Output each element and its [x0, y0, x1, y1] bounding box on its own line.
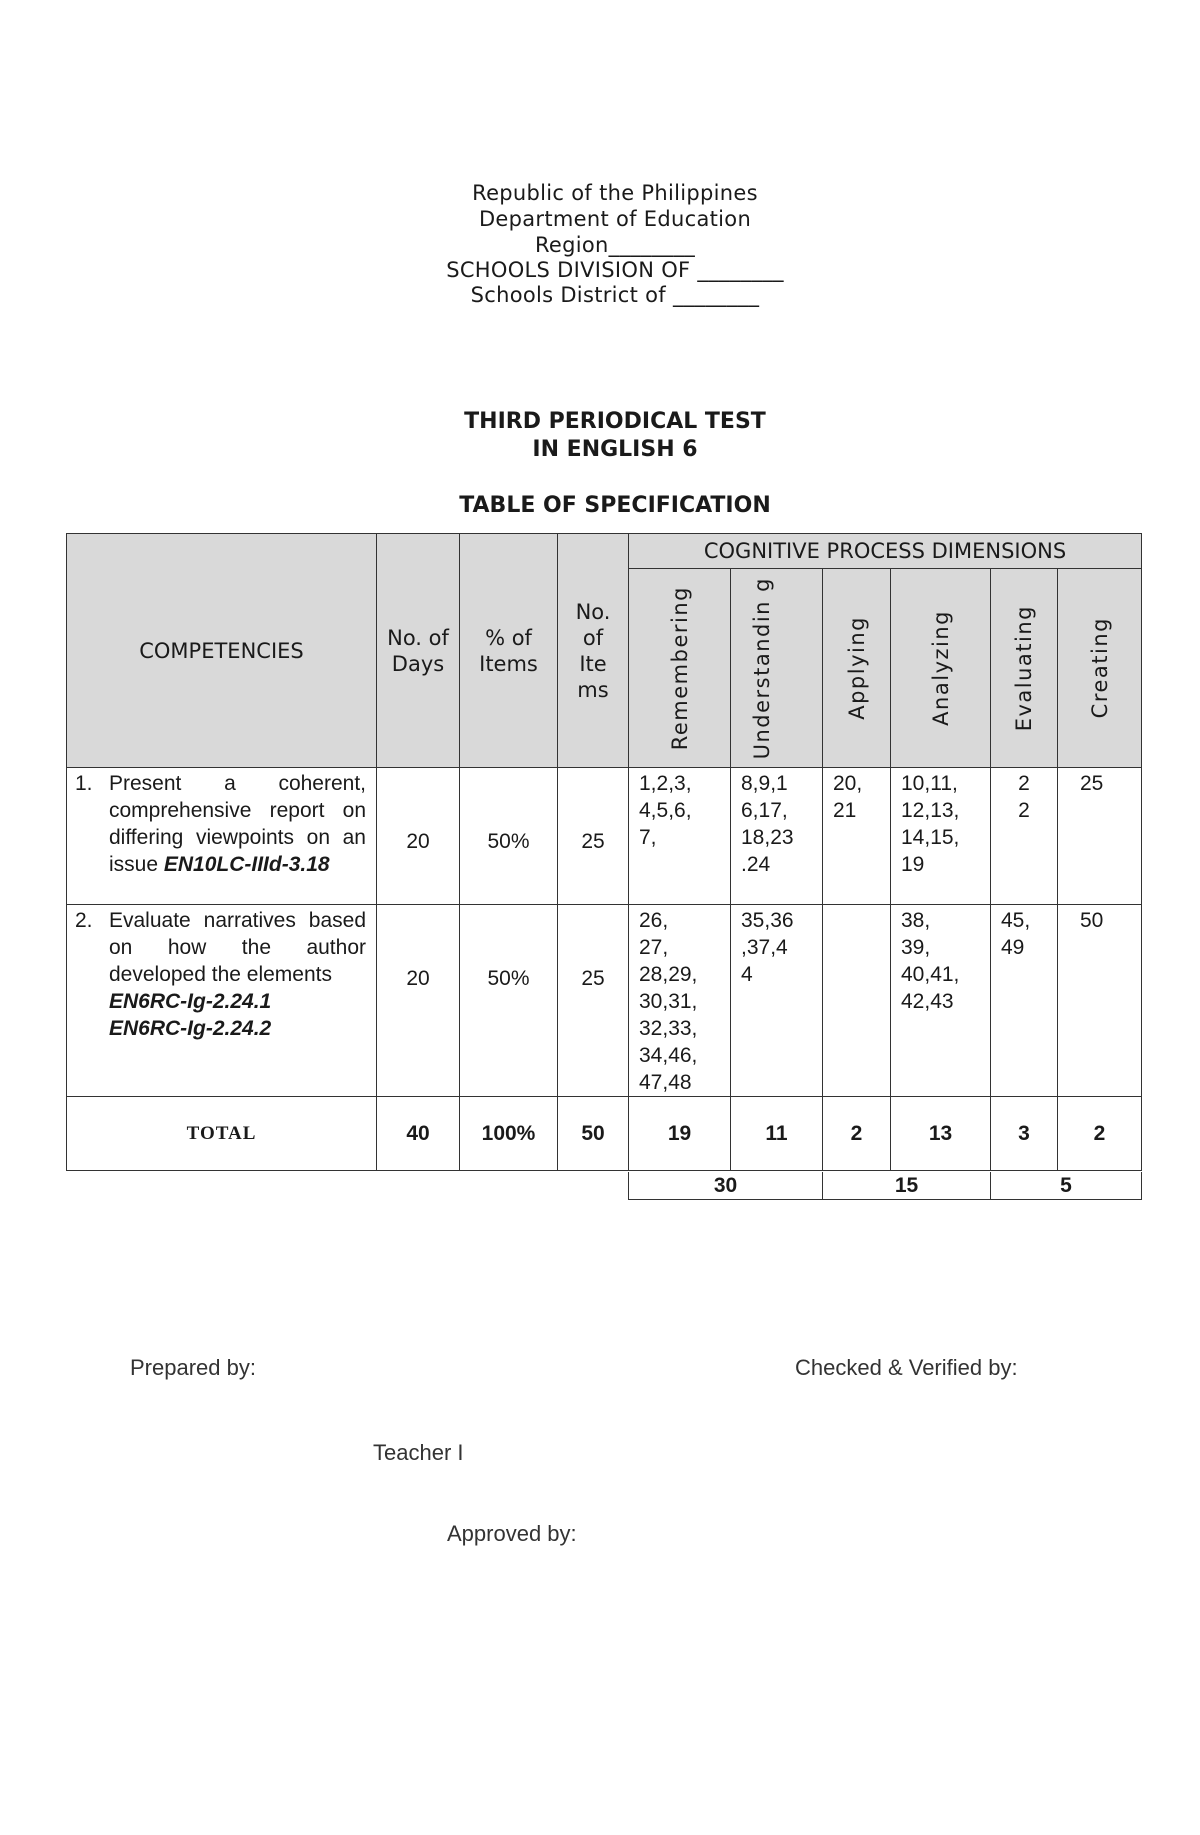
total-days: 40	[377, 1097, 460, 1171]
applying-cell: 20, 21	[823, 768, 891, 905]
total-items: 50	[558, 1097, 629, 1171]
remembering-cell: 26, 27, 28,29, 30,31, 32,33, 34,46, 47,48	[629, 905, 731, 1097]
understanding-cell: 8,9,1 6,17, 18,23 .24	[731, 768, 823, 905]
subtotal-middle-order: 15	[823, 1172, 991, 1200]
header-understanding: Understandin g	[731, 569, 823, 768]
competency-number: 1.	[75, 772, 93, 795]
days-cell: 20	[377, 768, 460, 905]
competency-code-2: EN6RC-Ig-2.24.2	[109, 1017, 272, 1040]
percent-cell: 50%	[460, 905, 558, 1097]
total-percent: 100%	[460, 1097, 558, 1171]
header-evaluating: Evaluating	[991, 569, 1058, 768]
header-analyzing: Analyzing	[891, 569, 991, 768]
evaluating-cell: 2 2	[991, 768, 1058, 905]
subtotal-lower-order: 30	[629, 1172, 823, 1200]
header-region: Region________	[534, 233, 696, 257]
header-department: Department of Education	[478, 207, 752, 231]
teacher-designation: Teacher I	[373, 1440, 464, 1465]
cognitive-subtotals	[628, 1172, 1142, 1200]
creating-cell: 25	[1058, 768, 1142, 905]
header-applying: Applying	[823, 569, 891, 768]
items-cell: 25	[558, 905, 629, 1097]
total-row	[67, 1097, 1142, 1171]
table-row	[67, 768, 1142, 905]
prepared-by-label: Prepared by:	[130, 1355, 256, 1380]
percent-cell: 50%	[460, 768, 558, 905]
items-cell: 25	[558, 768, 629, 905]
understanding-cell: 35,36 ,37,4 4	[731, 905, 823, 1097]
total-remembering: 19	[629, 1097, 731, 1171]
analyzing-cell: 38, 39, 40,41, 42,43	[891, 905, 991, 1097]
competency-number: 2.	[75, 909, 93, 932]
header-percent-of-items: % of Items	[460, 534, 558, 768]
total-creating: 2	[1058, 1097, 1142, 1171]
competency-code: EN6RC-Ig-2.24.1	[109, 990, 272, 1013]
header-creating: Creating	[1058, 569, 1142, 768]
evaluating-cell: 45, 49	[991, 905, 1058, 1097]
checked-verified-label: Checked & Verified by:	[795, 1355, 1018, 1380]
title-subject: IN ENGLISH 6	[532, 437, 698, 462]
competency-code: EN10LC-IIId-3.18	[163, 853, 330, 876]
total-understanding: 11	[731, 1097, 823, 1171]
header-no-of-items: No. of Ite ms	[558, 534, 629, 768]
remembering-cell: 1,2,3, 4,5,6, 7,	[629, 768, 731, 905]
header-division: SCHOOLS DIVISION OF ________	[446, 258, 784, 282]
title-table: TABLE OF SPECIFICATION	[459, 493, 771, 518]
header-no-of-days: No. of Days	[377, 534, 460, 768]
header-republic: Republic of the Philippines	[472, 181, 758, 205]
header-district: Schools District of ________	[470, 283, 760, 307]
total-evaluating: 3	[991, 1097, 1058, 1171]
total-label: TOTAL	[67, 1097, 377, 1171]
approved-by-label: Approved by:	[447, 1521, 577, 1546]
applying-cell	[823, 905, 891, 1097]
competency-text: Present a coherent, comprehensive report on differing viewpoints on an issue EN10LC-IIId-3.18	[109, 772, 366, 876]
title-test: THIRD PERIODICAL TEST	[464, 409, 766, 434]
subtotal-higher-order: 5	[991, 1172, 1142, 1200]
creating-cell: 50	[1058, 905, 1142, 1097]
header-remembering: Remembering	[629, 569, 731, 768]
total-analyzing: 13	[891, 1097, 991, 1171]
total-applying: 2	[823, 1097, 891, 1171]
competency-cell	[67, 905, 377, 1097]
header-competencies: COMPETENCIES	[67, 534, 377, 768]
table-row	[67, 905, 1142, 1097]
table-of-specification	[66, 533, 1142, 1171]
header-cognitive-dimensions: COGNITIVE PROCESS DIMENSIONS	[629, 534, 1142, 569]
analyzing-cell: 10,11, 12,13, 14,15, 19	[891, 768, 991, 905]
competency-text: Evaluate narratives based on how the author developed the elements EN6RC-Ig-2.24.1 EN6RC-Ig-2.24.2	[109, 909, 366, 1040]
days-cell: 20	[377, 905, 460, 1097]
competency-cell	[67, 768, 377, 905]
